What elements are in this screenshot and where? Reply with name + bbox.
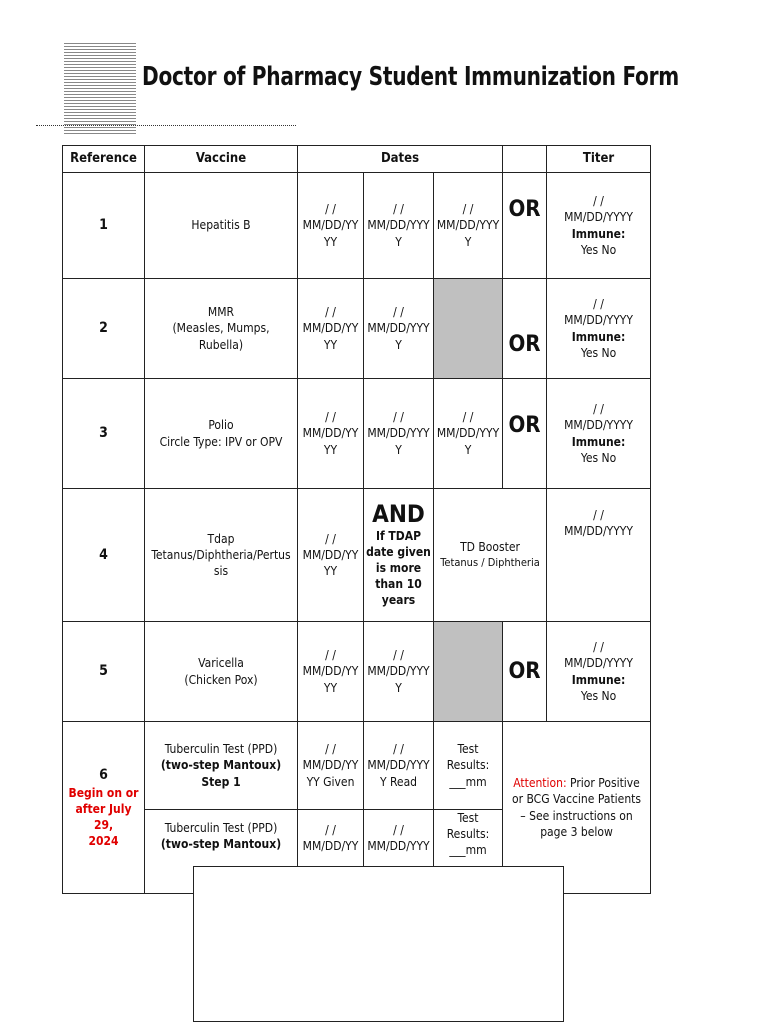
date-read-field[interactable]: / / MM/DD/YYY (364, 810, 434, 894)
date-field-3[interactable]: / / MM/DD/YYY Y (434, 379, 503, 489)
date-field-1[interactable]: / / MM/DD/YY YY (298, 489, 364, 622)
date-field-1[interactable]: / / MM/DD/YY YY (298, 622, 364, 722)
date-given-field[interactable]: / / MM/DD/YY YY Given (298, 722, 364, 810)
reference-cell: 2 (63, 279, 145, 379)
date-field-2[interactable]: / / MM/DD/YYY Y (364, 173, 434, 279)
test-results-field[interactable]: Test Results: ___mm (434, 722, 503, 810)
vaccine-name (145, 722, 298, 810)
immune-yes-no[interactable]: Yes No (580, 242, 617, 257)
titer-date-field[interactable]: / / MM/DD/YYYY (564, 508, 633, 539)
blank-overlay-box (193, 866, 564, 1022)
immune-label: Immune: (571, 434, 626, 449)
table-row (63, 379, 651, 489)
immunization-table (62, 145, 651, 894)
table-row (63, 722, 651, 810)
and-label: AND (372, 500, 425, 529)
date-field-1[interactable]: / / MM/DD/YY YY (298, 279, 364, 379)
date-read-field[interactable]: / / MM/DD/YYY Y Read (364, 722, 434, 810)
date-field-2[interactable]: / / MM/DD/YYY Y (364, 622, 434, 722)
titer-cell (547, 379, 651, 489)
titer-cell (547, 489, 651, 622)
immune-yes-no[interactable]: Yes No (580, 345, 617, 360)
immune-label: Immune: (571, 226, 626, 241)
td-booster-sub: Tetanus / Diphtheria (440, 555, 540, 569)
test-results-field[interactable]: Test Results: ___mm (434, 810, 503, 894)
reference-cell: 5 (63, 622, 145, 722)
td-booster-cell[interactable] (434, 489, 547, 622)
shaded-cell (434, 279, 503, 379)
date-given-field[interactable]: / / MM/DD/YY (298, 810, 364, 894)
reference-cell: 4 (63, 489, 145, 622)
and-cell (364, 489, 434, 622)
immune-label: Immune: (571, 329, 626, 344)
attention-note (512, 776, 641, 839)
titer-cell (547, 173, 651, 279)
vaccine-name: Tdap Tetanus/Diphtheria/Pertus sis (145, 489, 298, 622)
or-label: OR (503, 279, 547, 379)
date-field-1[interactable]: / / MM/DD/YY YY (298, 379, 364, 489)
reference-number: 6 (99, 766, 108, 783)
reference-cell (63, 722, 145, 894)
immune-label: Immune: (571, 672, 626, 687)
signature-line (36, 125, 296, 126)
table-row (63, 173, 651, 279)
date-field-3[interactable]: / / MM/DD/YYY Y (434, 173, 503, 279)
titer-date-field[interactable]: / / MM/DD/YYYY (564, 402, 633, 433)
or-label: OR (503, 173, 547, 279)
tb-step-label: (two-step Mantoux) Step 1 (160, 758, 282, 789)
and-note: If TDAP date given is more than 10 years (366, 528, 431, 608)
header-reference: Reference (63, 146, 145, 173)
header-titer: Titer (547, 146, 651, 173)
header-blank (503, 146, 547, 173)
page-title: Doctor of Pharmacy Student Immunization Form (142, 62, 680, 92)
tb-step-label: (two-step Mantoux) (160, 837, 282, 852)
table-row (63, 622, 651, 722)
vaccine-name: Hepatitis B (145, 173, 298, 279)
begin-date-note: Begin on or after July 29, 2024 (68, 785, 139, 849)
or-label: OR (503, 622, 547, 722)
attention-text: Prior Positive or BCG Vaccine Patients – See instructions on page 3 below (512, 776, 642, 839)
attention-label: Attention: (513, 776, 567, 791)
tb-test-label: Tuberculin Test (PPD) (164, 821, 278, 835)
titer-date-field[interactable]: / / MM/DD/YYYY (564, 640, 633, 671)
reference-cell: 3 (63, 379, 145, 489)
date-field-2[interactable]: / / MM/DD/YYY Y (364, 279, 434, 379)
titer-cell (547, 622, 651, 722)
reference-cell: 1 (63, 173, 145, 279)
titer-cell (547, 279, 651, 379)
shaded-cell (434, 622, 503, 722)
date-field-2[interactable]: / / MM/DD/YYY Y (364, 379, 434, 489)
header-vaccine: Vaccine (145, 146, 298, 173)
table-row (63, 279, 651, 379)
date-field-1[interactable]: / / MM/DD/YY YY (298, 173, 364, 279)
header-dates: Dates (298, 146, 503, 173)
header-row (63, 146, 651, 173)
or-label: OR (503, 379, 547, 489)
immune-yes-no[interactable]: Yes No (580, 450, 617, 465)
table-row (63, 489, 651, 622)
tb-test-label: Tuberculin Test (PPD) (164, 742, 278, 757)
titer-date-field[interactable]: / / MM/DD/YYYY (564, 194, 633, 225)
vaccine-name: MMR (Measles, Mumps, Rubella) (145, 279, 298, 379)
titer-date-field[interactable]: / / MM/DD/YYYY (564, 297, 633, 328)
td-booster-label: TD Booster (460, 540, 520, 555)
immune-yes-no[interactable]: Yes No (580, 688, 617, 703)
university-logo (64, 42, 136, 136)
vaccine-name: Varicella (Chicken Pox) (145, 622, 298, 722)
vaccine-name: Polio Circle Type: IPV or OPV (145, 379, 298, 489)
